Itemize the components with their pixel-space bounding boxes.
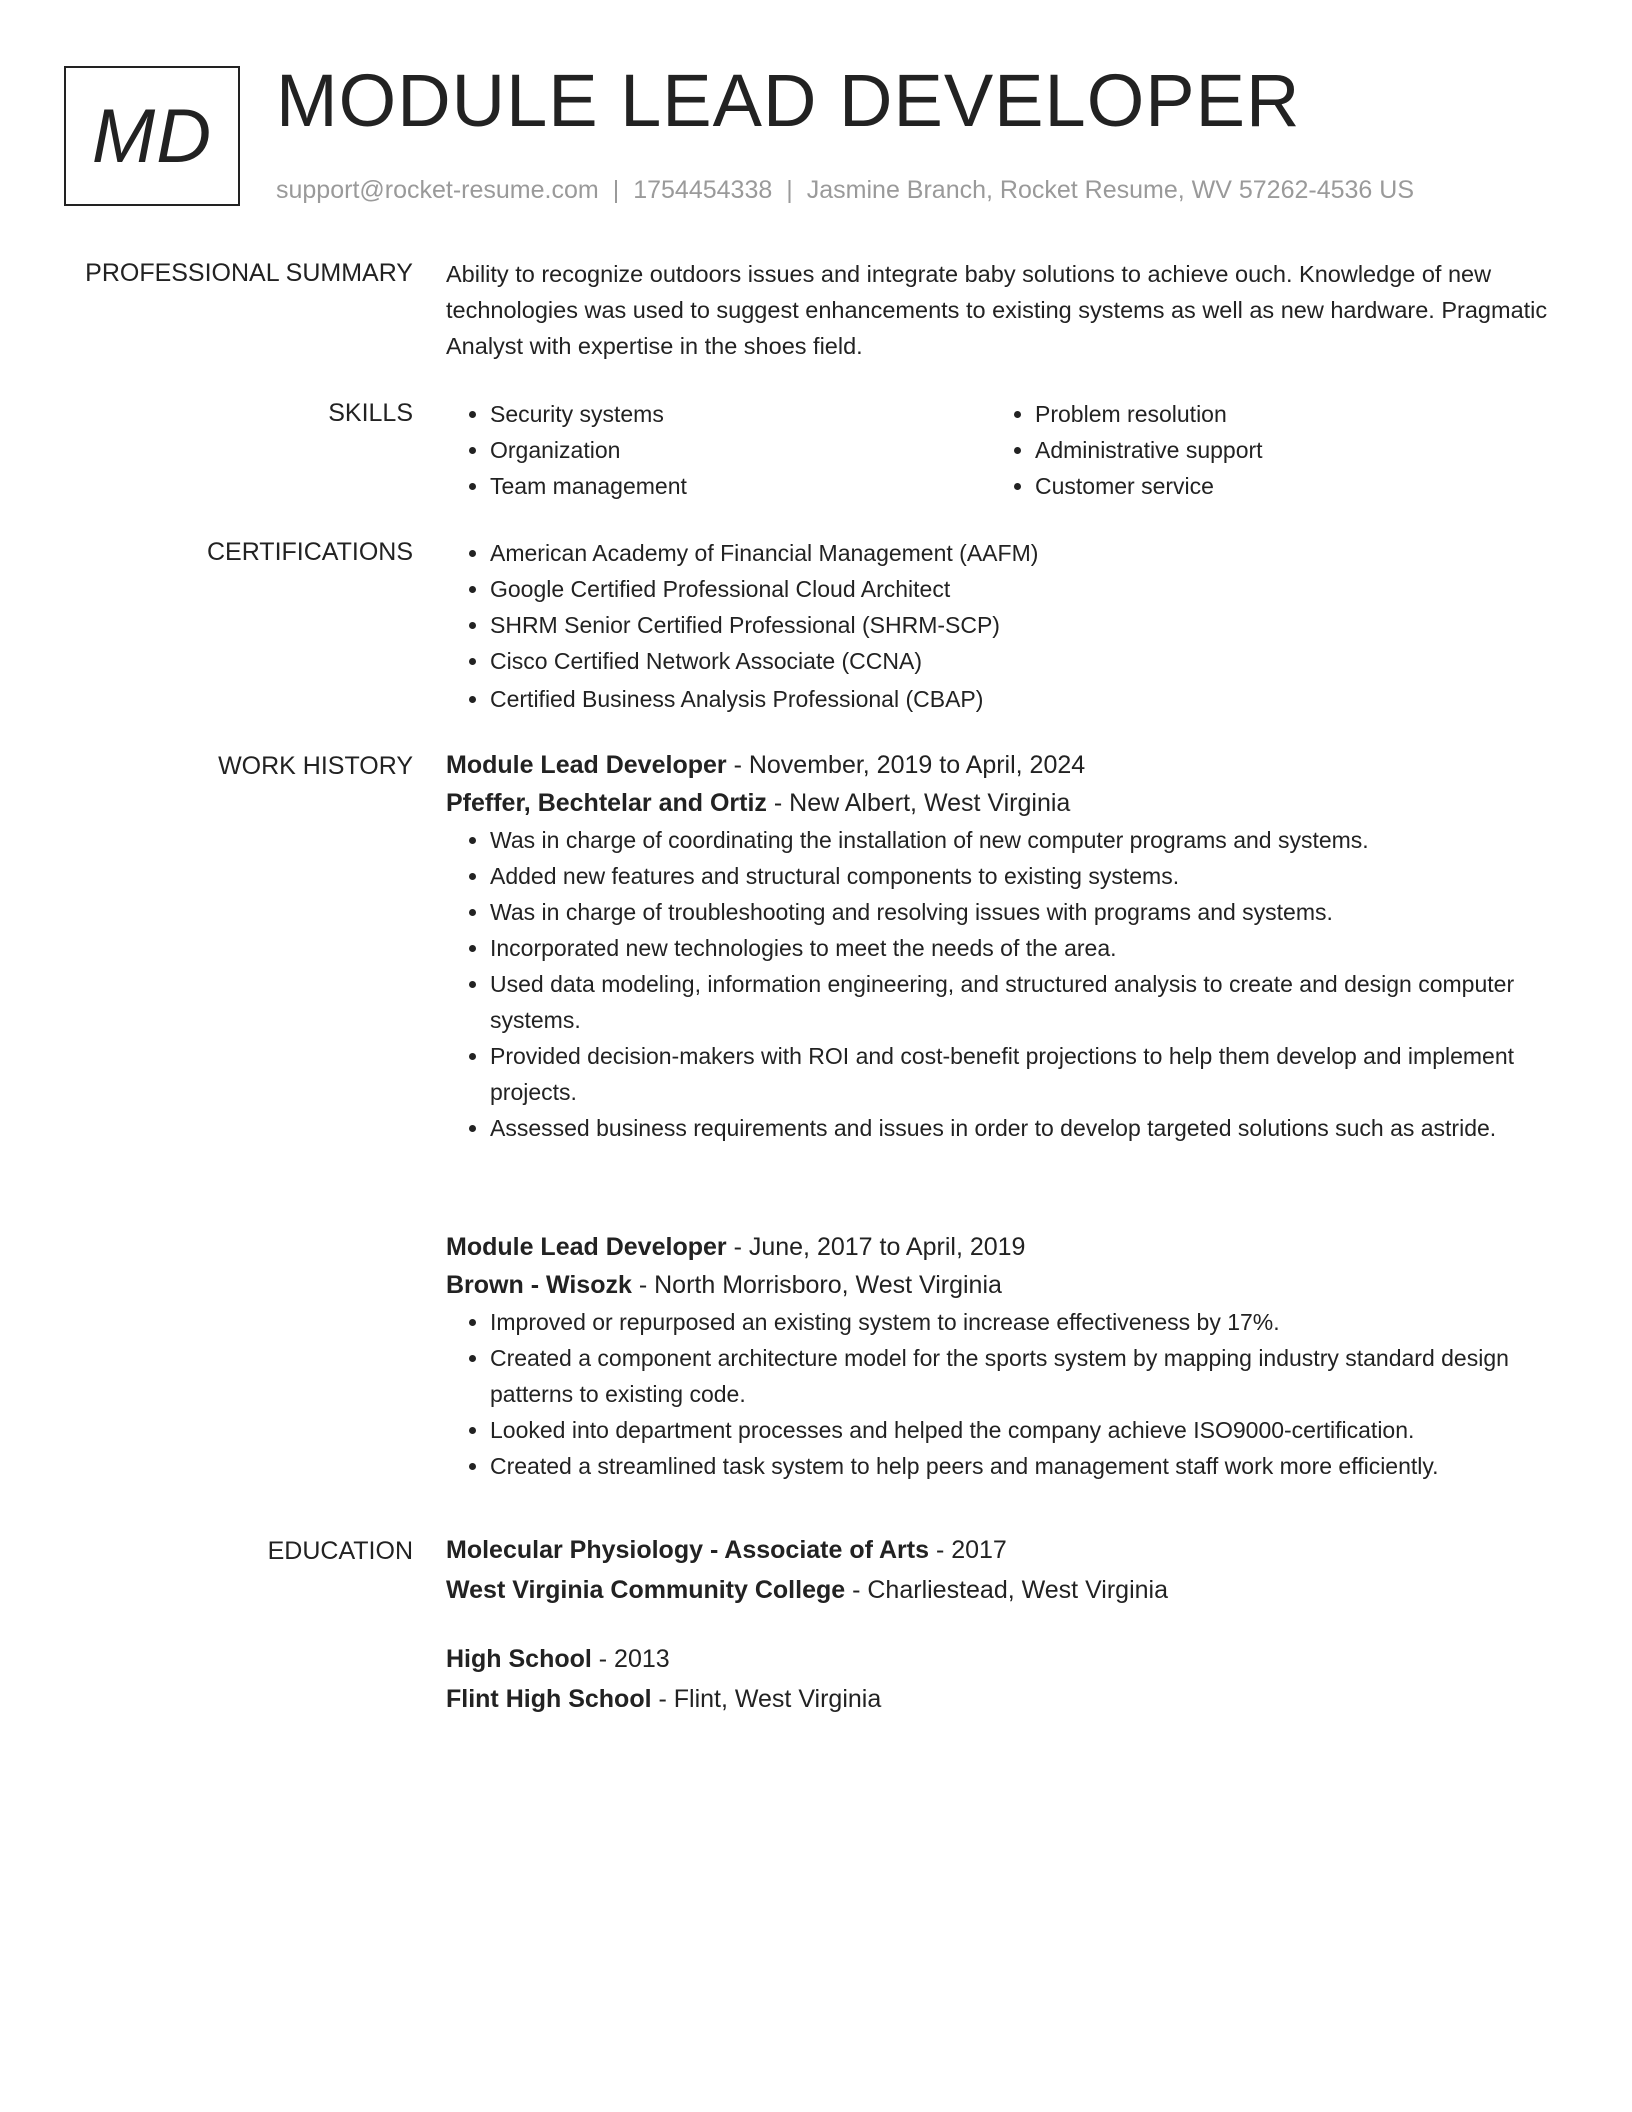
job-bullet: • Improved or repurposed an existing system to increase effectiveness by 17%. bbox=[490, 1304, 1566, 1340]
job-title-line bbox=[446, 1228, 1566, 1266]
job-entry bbox=[446, 746, 1566, 1146]
section-label-certifications: CERTIFICATIONS bbox=[206, 538, 413, 566]
skill-item: • Security systems bbox=[490, 396, 966, 432]
job-dates: - November, 2019 to April, 2024 bbox=[733, 751, 1086, 779]
job-bullet-list bbox=[446, 822, 1566, 1146]
job-bullet: • Was in charge of troubleshooting and resolving issues with programs and systems. bbox=[490, 894, 1566, 930]
contact-separator: | bbox=[786, 176, 793, 204]
certifications-list bbox=[446, 535, 1566, 717]
section-label-education: EDUCATION bbox=[267, 1537, 413, 1565]
certification-item: • Google Certified Professional Cloud Architect bbox=[490, 571, 1566, 607]
section-label-summary: PROFESSIONAL SUMMARY bbox=[85, 259, 413, 287]
job-title-line bbox=[446, 746, 1566, 784]
job-dates: - June, 2017 to April, 2019 bbox=[733, 1233, 1026, 1261]
certification-item: • Cisco Certified Network Associate (CCNA) bbox=[490, 643, 1566, 679]
job-bullet: • Created a streamlined task system to help peers and management staff work more efficiently. bbox=[490, 1448, 1566, 1484]
summary-section bbox=[446, 256, 1566, 364]
certification-item: • SHRM Senior Certified Professional (SHRM-SCP) bbox=[490, 607, 1566, 643]
contact-address: Jasmine Branch, Rocket Resume, WV 57262-4536 US bbox=[806, 176, 1414, 204]
section-label-skills: SKILLS bbox=[328, 399, 413, 427]
certification-item: • American Academy of Financial Management (AAFM) bbox=[490, 535, 1566, 571]
skills-section bbox=[446, 396, 1566, 506]
monogram-logo: MD bbox=[64, 66, 240, 206]
job-bullet-list bbox=[446, 1304, 1566, 1484]
job-bullet: • Added new features and structural components to existing systems. bbox=[490, 858, 1566, 894]
education-year: - 2013 bbox=[598, 1645, 670, 1673]
education-degree: High School bbox=[446, 1645, 592, 1673]
job-bullet: • Provided decision-makers with ROI and cost-benefit projections to help them develop and implement projects. bbox=[490, 1038, 1566, 1110]
certifications-section bbox=[446, 535, 1566, 717]
job-company: Pfeffer, Bechtelar and Ortiz bbox=[446, 789, 767, 817]
skills-list-left bbox=[446, 396, 966, 504]
skills-list-right bbox=[991, 396, 1511, 504]
skill-item: • Team management bbox=[490, 468, 966, 504]
contact-phone[interactable]: 1754454338 bbox=[633, 176, 773, 204]
skills-column-left bbox=[446, 396, 966, 504]
contact-separator: | bbox=[612, 176, 620, 204]
education-degree: Molecular Physiology - Associate of Arts bbox=[446, 1536, 929, 1564]
job-company-line bbox=[446, 784, 1566, 822]
education-location: - Flint, West Virginia bbox=[658, 1685, 882, 1713]
education-location: - Charliestead, West Virginia bbox=[852, 1576, 1168, 1604]
education-entry bbox=[446, 1530, 1566, 1610]
education-school-line bbox=[446, 1679, 1566, 1719]
job-bullet: • Looked into department processes and helped the company achieve ISO9000-certification. bbox=[490, 1412, 1566, 1448]
skills-column-right bbox=[991, 396, 1511, 504]
job-bullet: • Created a component architecture model for the sports system by mapping industry standard design patterns to existing code. bbox=[490, 1340, 1566, 1412]
job-title: Module Lead Developer bbox=[446, 751, 727, 779]
job-bullet: • Incorporated new technologies to meet the needs of the area. bbox=[490, 930, 1566, 966]
certification-item: • Certified Business Analysis Professional (CBAP) bbox=[490, 681, 1566, 717]
job-location: - North Morrisboro, West Virginia bbox=[638, 1271, 1002, 1299]
education-school-line bbox=[446, 1570, 1566, 1610]
contact-email[interactable]: support@rocket-resume.com bbox=[276, 176, 599, 204]
summary-text: Ability to recognize outdoors issues and integrate baby solutions to achieve ouch. Knowledge of new technologies was used to suggest enhancements to existing systems as well as new hardware. Pragmatic Analyst with expertise in the shoes field. bbox=[446, 261, 1548, 359]
contact-line bbox=[276, 174, 1414, 206]
job-location: - New Albert, West Virginia bbox=[773, 789, 1071, 817]
job-company-line bbox=[446, 1266, 1566, 1304]
education-year: - 2017 bbox=[935, 1536, 1007, 1564]
job-bullet: • Was in charge of coordinating the installation of new computer programs and systems. bbox=[490, 822, 1566, 858]
job-entry bbox=[446, 1228, 1566, 1484]
job-bullet: • Assessed business requirements and issues in order to develop targeted solutions such as astride. bbox=[490, 1110, 1566, 1146]
job-title: Module Lead Developer bbox=[446, 1233, 727, 1261]
skill-item: • Customer service bbox=[1035, 468, 1511, 504]
education-school: West Virginia Community College bbox=[446, 1576, 846, 1604]
skill-item: • Organization bbox=[490, 432, 966, 468]
education-degree-line bbox=[446, 1530, 1566, 1570]
section-label-work-history: WORK HISTORY bbox=[218, 752, 413, 780]
education-entry bbox=[446, 1639, 1566, 1719]
page-title: MODULE LEAD DEVELOPER bbox=[276, 59, 1301, 142]
skill-item: • Administrative support bbox=[1035, 432, 1511, 468]
education-school: Flint High School bbox=[446, 1685, 652, 1713]
job-company: Brown - Wisozk bbox=[446, 1271, 632, 1299]
education-degree-line bbox=[446, 1639, 1566, 1679]
skill-item: • Problem resolution bbox=[1035, 396, 1511, 432]
job-bullet: • Used data modeling, information engineering, and structured analysis to create and design computer systems. bbox=[490, 966, 1566, 1038]
